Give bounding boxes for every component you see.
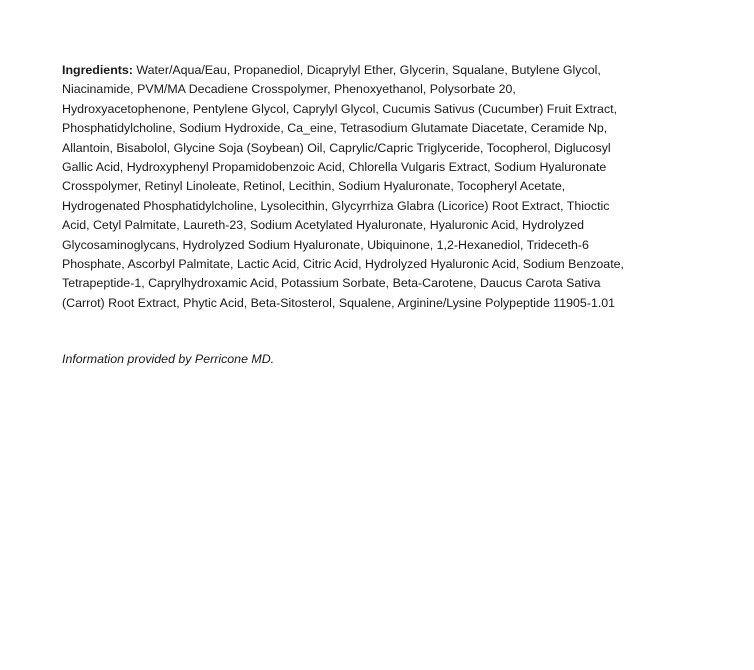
ingredients-line: Hydrogenated Phosphatidylcholine, Lysolecithin, Glycyrrhiza Glabra (Licorice) Root Extract, Thioctic <box>62 198 610 213</box>
ingredients-line: Gallic Acid, Hydroxyphenyl Propamidobenzoic Acid, Chlorella Vulgaris Extract, Sodium Hyaluronate <box>62 160 607 175</box>
ingredients-paragraph <box>62 61 624 313</box>
ingredients-line <box>62 61 624 80</box>
ingredients-line: Tetrapeptide-1, Caprylhydroxamic Acid, Potassium Sorbate, Beta-Carotene, Daucus Carota Sativa <box>62 276 601 291</box>
ingredients-text: Water/Aqua/Eau, Propanediol, Dicaprylyl Ether, Glycerin, Squalane, Butylene Glycol, <box>132 63 601 77</box>
ingredients-line: Acid, Cetyl Palmitate, Laureth-23, Sodium Acetylated Hyaluronate, Hyaluronic Acid, Hydrolyzed <box>62 218 585 233</box>
ingredients-label: Ingredients: <box>62 63 133 77</box>
ingredients-line: Crosspolymer, Retinyl Linoleate, Retinol, Lecithin, Sodium Hyaluronate, Tocopheryl Acetate, <box>62 179 566 194</box>
ingredients-line: (Carrot) Root Extract, Phytic Acid, Beta-Sitosterol, Squalene, Arginine/Lysine Polypeptide 11905-1.01 <box>62 295 616 310</box>
ingredients-line: Phosphate, Ascorbyl Palmitate, Lactic Acid, Citric Acid, Hydrolyzed Hyaluronic Acid, Sodium Benzoate, <box>62 257 624 272</box>
source-credit: Information provided by Perricone MD. <box>62 352 275 366</box>
ingredients-line: Allantoin, Bisabolol, Glycine Soja (Soybean) Oil, Caprylic/Capric Triglyceride, Tocopherol, Diglucosyl <box>62 140 611 155</box>
ingredients-line: Phosphatidylcholine, Sodium Hydroxide, Ca_eine, Tetrasodium Glutamate Diacetate, Ceramide Np, <box>62 121 608 136</box>
ingredients-line: Hydroxyacetophenone, Pentylene Glycol, Caprylyl Glycol, Cucumis Sativus (Cucumber) Fruit Extract, <box>62 101 618 116</box>
ingredients-line: Niacinamide, PVM/MA Decadiene Crosspolymer, Phenoxyethanol, Polysorbate 20, <box>62 82 516 97</box>
ingredients-line: Glycosaminoglycans, Hydrolyzed Sodium Hyaluronate, Ubiquinone, 1,2-Hexanediol, Trideceth-6 <box>62 237 589 252</box>
